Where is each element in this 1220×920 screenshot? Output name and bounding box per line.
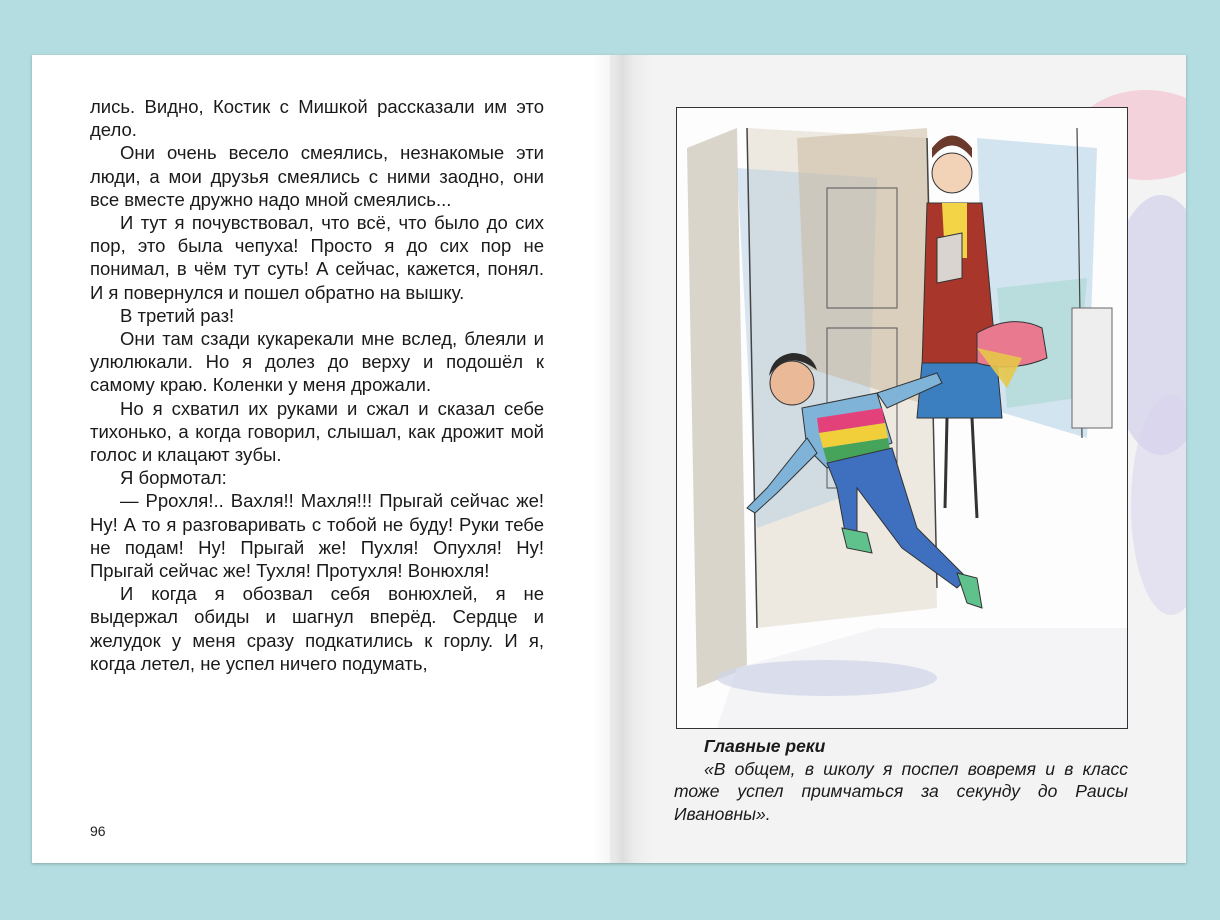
illustration-drawing <box>677 108 1127 728</box>
story-illustration <box>676 107 1128 729</box>
paragraph: В третий раз! <box>120 304 235 326</box>
paragraph: Они там сзади кукарекали мне вслед, блеяли и улюлюкали. Но я долез до верху и подошёл к самому краю. Коленки у меня дрожали. <box>90 328 544 396</box>
paragraph: Но я схватил их руками и сжал и сказал себе тихонько, а когда говорил, слышал, как дрожит мой голос и клацают зубы. <box>90 397 544 466</box>
paragraph: — Ррохля!.. Вахля!! Махля!!! Прыгай сейчас же! Ну! А то я разговаривать с тобой не буду! Руки тебе не подам! Ну! Прыгай же! Пухля! Опухля! Ну! Прыгай сейчас же! Тухля! Протухля! Вонюхля! <box>90 490 544 582</box>
paragraph: И когда я обозвал себя вонюхлей, я не выдержал обиды и шагнул вперёд. Сердце и желудок у меня сразу подкатились к горлу. И я, когда летел, не успел ничего подумать, <box>90 583 544 674</box>
caption-title: Главные реки <box>704 736 826 756</box>
right-page <box>610 55 1186 863</box>
illustration-caption <box>674 735 1128 825</box>
book-spread <box>32 55 1186 863</box>
caption-quote: «В общем, в школу я поспел вовремя и в класс тоже успел примчаться за секунду до Раисы Ивановны». <box>674 758 1128 824</box>
left-page <box>32 55 610 863</box>
page-number: 96 <box>90 823 106 839</box>
paragraph: лись. Видно, Костик с Мишкой рассказали им это дело. <box>90 96 544 141</box>
paragraph: Они очень весело смеялись, незнакомые эти люди, а мои друзья смеялись с ними заодно, они все вместе дружно надо мной смеялись... <box>90 142 544 210</box>
left-page-text <box>90 95 544 675</box>
paragraph: И тут я почувствовал, что всё, что было до сих пор, это была чепуха! Просто я до сих пор не понимал, в чём тут суть! А сейчас, кажется, понял. И я повернулся и пошел обратно на вышку. <box>90 212 544 303</box>
book-gutter <box>592 55 652 863</box>
paragraph: Я бормотал: <box>120 467 227 489</box>
